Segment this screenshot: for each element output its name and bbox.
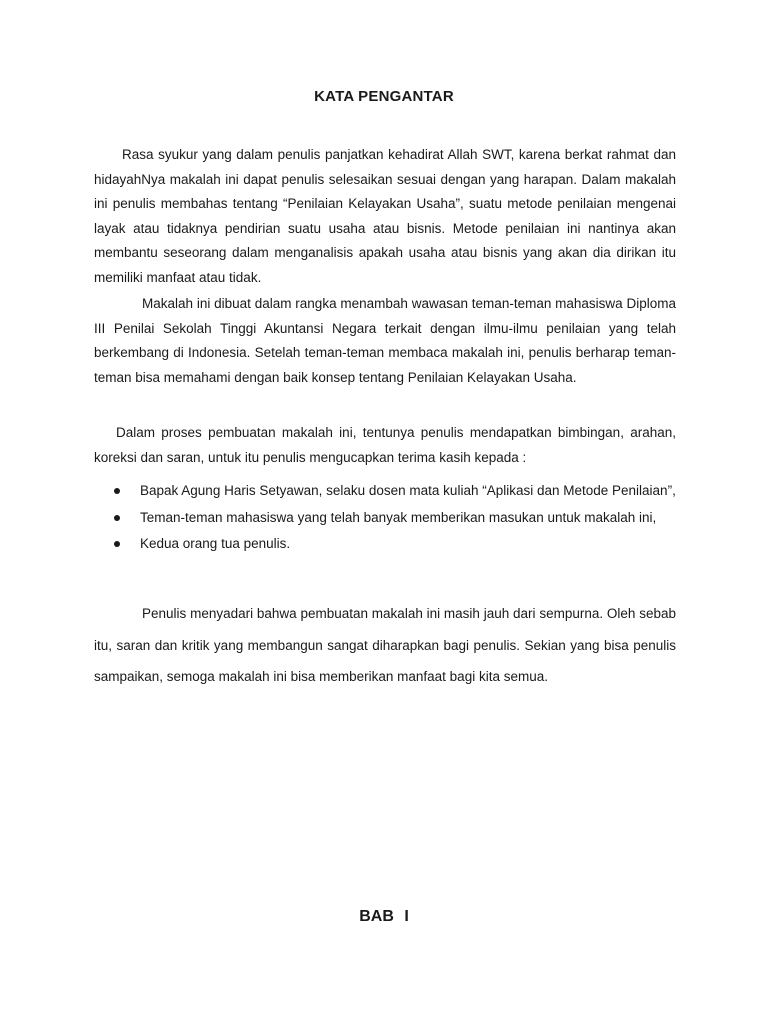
- list-item: [112, 479, 676, 504]
- list-item: [112, 532, 676, 557]
- acknowledgement-list: [112, 479, 676, 557]
- chapter-heading: BAB I: [359, 908, 409, 925]
- list-item-text: Bapak Agung Haris Setyawan, selaku dosen mata kuliah “Aplikasi dan Metode Penilaian”,: [140, 483, 676, 498]
- list-item-text: Teman-teman mahasiswa yang telah banyak memberikan masukan untuk makalah ini,: [140, 509, 657, 525]
- paragraph-1: Rasa syukur yang dalam penulis panjatkan kehadirat Allah SWT, karena berkat rahmat dan hidayahNya makalah ini dapat penulis selesaikan sesuai dengan yang harapan. Dalam makalah ini penulis membahas tentang “Penilaian Kelayakan Usaha”, suatu metode penilaian mengenai layak atau tidaknya pendirian suatu usaha atau bisnis. Metode penilaian ini nantinya akan membantu seseorang dalam menganalisis apakah usaha atau bisnis yang akan dia dirikan itu memiliki manfaat atau tidak.: [94, 147, 676, 285]
- list-item-text: Kedua orang tua penulis.: [140, 536, 291, 552]
- paragraph-3: Dalam proses pembuatan makalah ini, tentunya penulis mendapatkan bimbingan, arahan, koreksi dan saran, untuk itu penulis mengucapkan terima kasih kepada :: [94, 425, 676, 465]
- bullet-icon: [114, 541, 120, 547]
- paragraph-2: Makalah ini dibuat dalam rangka menambah wawasan teman-teman mahasiswa Diploma III Penilai Sekolah Tinggi Akuntansi Negara terkait dengan ilmu-ilmu penilaian yang telah berkembang di Indonesia. Setelah teman-teman membaca makalah ini, penulis berharap teman-teman bisa memahami dengan baik konsep tentang Penilaian Kelayakan Usaha.: [94, 296, 676, 385]
- bullet-icon: [114, 488, 120, 494]
- paragraph-4: Penulis menyadari bahwa pembuatan makalah ini masih jauh dari sempurna. Oleh sebab itu, saran dan kritik yang membangun sangat diharapkan bagi penulis. Sekian yang bisa penulis sampaikan, semoga makalah ini bisa memberikan manfaat bagi kita semua.: [94, 606, 676, 684]
- list-item: [112, 506, 676, 531]
- page-title: KATA PENGANTAR: [314, 88, 454, 105]
- bullet-icon: [114, 515, 120, 521]
